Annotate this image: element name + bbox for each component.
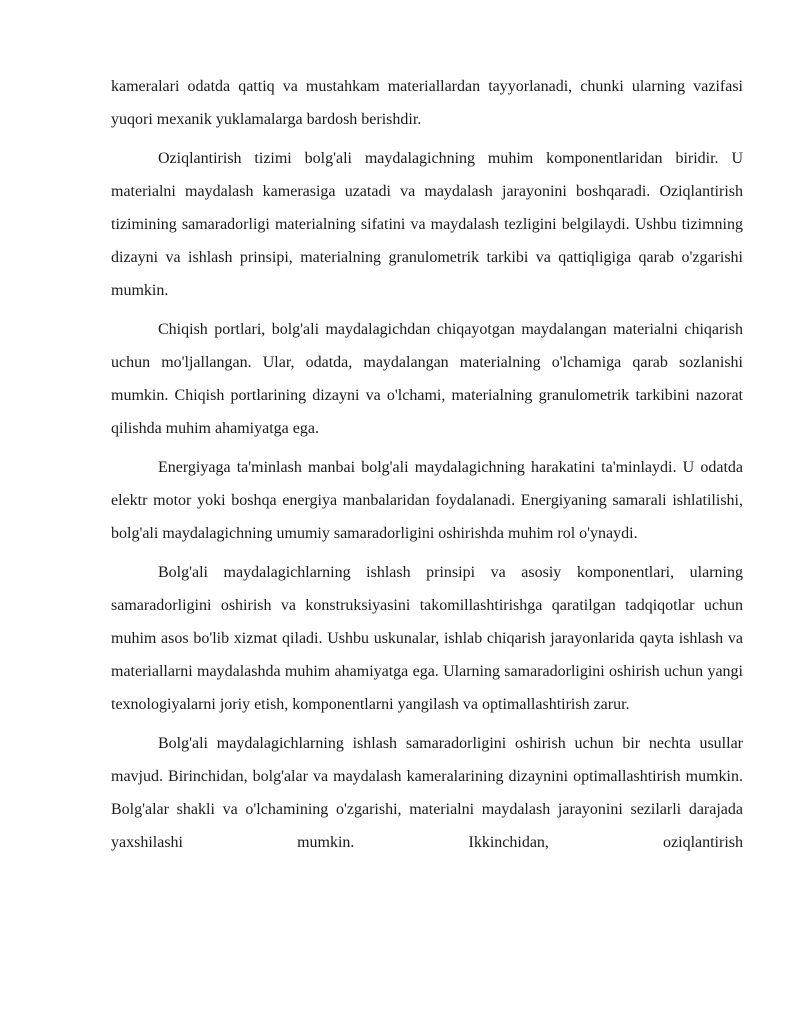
paragraph-continuation: kameralari odatda qattiq va mustahkam materiallardan tayyorlanadi, chunki ularning vazifasi yuqori mexanik yuklamalarga bardosh berishdir. [111,78,743,128]
paragraph-energy-source: Energiyaga ta'minlash manbai bolg'ali maydalagichning harakatini ta'minlaydi. U odatda elektr motor yoki boshqa energiya manbalaridan foydalanadi. Energiyaning samarali ishlatilishi, bolg'ali maydalagichning umumiy samaradorligini oshirishda muhim rol o'ynaydi. [111,459,743,542]
paragraph-feeding-system: Oziqlantirish tizimi bolg'ali maydalagichning muhim komponentlaridan biridir. U materialni maydalash kamerasiga uzatadi va maydalash jarayonini boshqaradi. Oziqlantirish tizimining samaradorligi materialning sifatini va maydalash tezligini belgilaydi. Ushbu tizimning dizayni va ishlash prinsipi, materialning granulometrik tarkibi va qattiqligiga qarab o'zgarishi mumkin. [111,150,743,299]
document-body [111,70,743,859]
paragraph-output-ports: Chiqish portlari, bolg'ali maydalagichdan chiqayotgan maydalangan materialni chiqarish uchun mo'ljallangan. Ular, odatda, maydalangan materialning o'lchamiga qarab sozlanishi mumkin. Chiqish portlarining dizayni va o'lchami, materialning granulometrik tarkibini nazorat qilishda muhim ahamiyatga ega. [111,321,743,437]
paragraph-working-principle: Bolg'ali maydalagichlarning ishlash prinsipi va asosiy komponentlari, ularning samaradorligini oshirish va konstruksiyasini takomillashtirishga qaratilgan tadqiqotlar uchun muhim asos bo'lib xizmat qiladi. Ushbu uskunalar, ishlab chiqarish jarayonlarida qayta ishlash va materiallarni maydalashda muhim ahamiyatga ega. Ularning samaradorligini oshirish uchun yangi texnologiyalarni joriy etish, komponentlarni yangilash va optimallashtirish zarur. [111,564,743,713]
paragraph-efficiency-methods: Bolg'ali maydalagichlarning ishlash samaradorligini oshirish uchun bir nechta usullar mavjud. Birinchidan, bolg'alar va maydalash kameralarining dizaynini optimallashtirish mumkin. Bolg'alar shakli va o'lchamining o'zgarishi, materialni maydalash jarayonini sezilarli darajada yaxshilashi mumkin. Ikkinchidan, oziqlantirish [111,735,743,851]
